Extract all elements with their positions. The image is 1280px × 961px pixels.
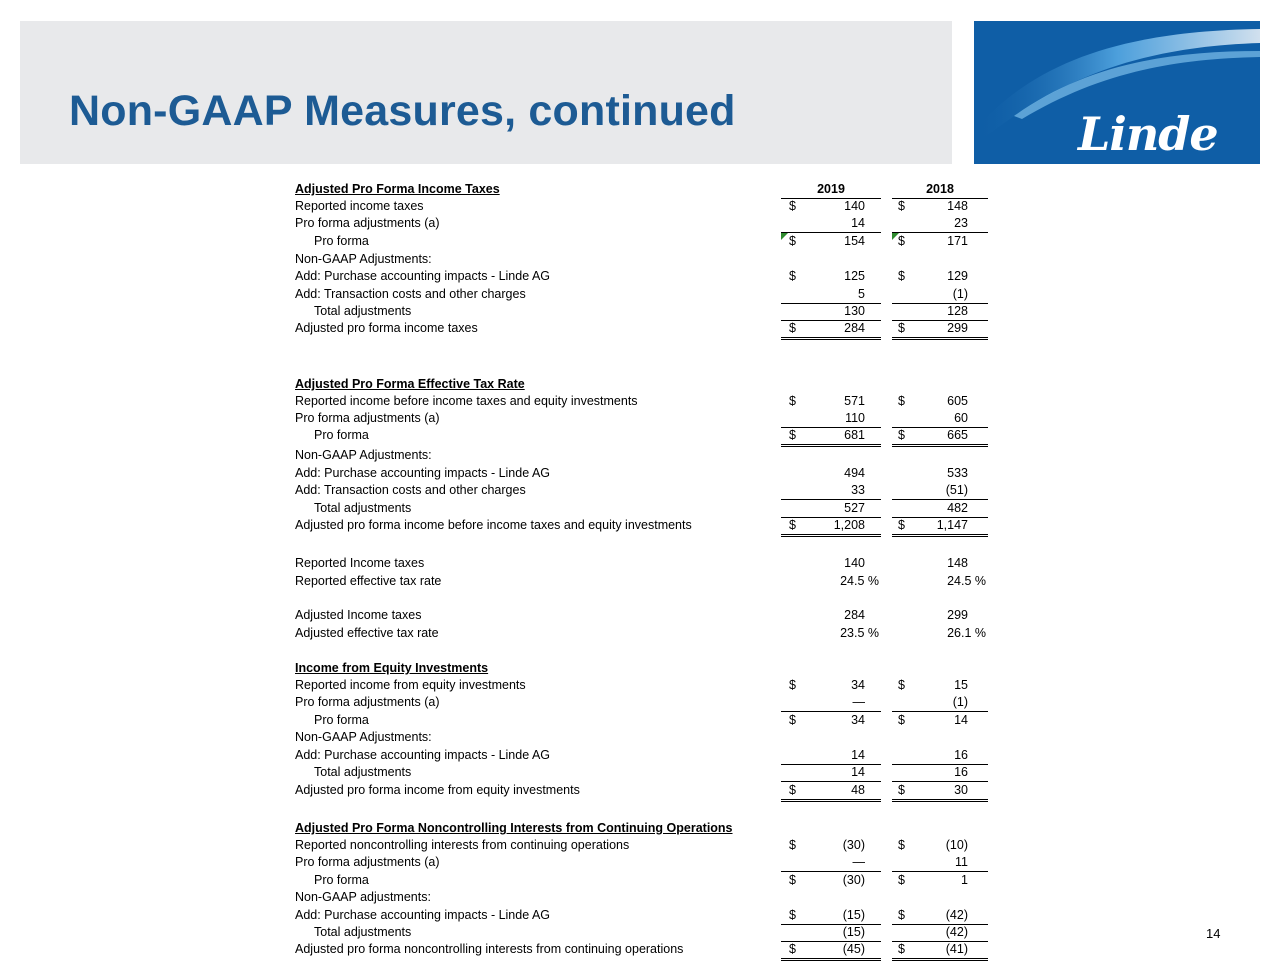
table-row (295, 747, 995, 764)
currency-symbol: $ (789, 713, 796, 727)
value-cell-2018 (892, 854, 988, 872)
currency-symbol: $ (789, 783, 796, 797)
row-label: Non-GAAP Adjustments: (295, 448, 432, 462)
table-row (295, 854, 995, 871)
table-row (295, 198, 995, 215)
value-cell-2018 (892, 607, 988, 624)
value-cell-2018 (892, 198, 988, 215)
value-cell-2019 (781, 889, 881, 906)
row-label: Reported income before income taxes and equity investments (295, 394, 638, 408)
row-label: Total adjustments (314, 925, 412, 939)
table-row (295, 393, 995, 410)
value-2019: 34 (851, 713, 865, 727)
value-2018: 16 (954, 748, 968, 762)
row-label: Pro forma adjustments (a) (295, 216, 440, 230)
currency-symbol: $ (789, 838, 796, 852)
value-cell-2018 (892, 573, 988, 590)
row-label: Pro forma adjustments (a) (295, 695, 440, 709)
cell-comment-marker (781, 233, 788, 240)
currency-symbol: $ (789, 518, 796, 532)
currency-symbol: $ (789, 269, 796, 283)
value-cell-2019 (781, 729, 881, 746)
value-cell-2018 (892, 215, 988, 233)
table-row (295, 303, 995, 320)
value-2018: 299 (947, 608, 968, 622)
value-cell-2019 (781, 573, 881, 590)
currency-symbol: $ (789, 678, 796, 692)
value-cell-2018 (892, 907, 988, 925)
row-label: Pro forma (314, 234, 369, 248)
row-label: Adjusted pro forma noncontrolling interests from continuing operations (295, 942, 684, 956)
row-label: Total adjustments (314, 501, 412, 515)
value-cell-2018 (892, 286, 988, 304)
value-cell-2018 (892, 924, 988, 942)
value-cell-2018 (892, 233, 988, 250)
table-row (295, 555, 995, 572)
row-label: Add: Transaction costs and other charges (295, 287, 526, 301)
value-2019: (15) (842, 925, 865, 939)
value-2018: 14 (954, 713, 968, 727)
value-2018: (41) (945, 942, 968, 956)
currency-symbol: $ (789, 199, 796, 213)
value-cell-2019 (781, 677, 881, 694)
value-2018: 129 (947, 269, 968, 283)
row-label: Add: Purchase accounting impacts - Linde AG (295, 466, 551, 480)
value-2018: (1) (952, 287, 968, 301)
value-2019: 48 (851, 783, 865, 797)
value-2018: 482 (947, 501, 968, 515)
currency-symbol: $ (898, 199, 905, 213)
value-cell-2019 (781, 782, 881, 802)
currency-symbol: $ (898, 783, 905, 797)
table-row (295, 677, 995, 694)
year-header-label: 2019 (817, 182, 845, 196)
value-cell-2018 (892, 782, 988, 802)
value-cell-2019 (781, 320, 881, 340)
value-cell-2018 (892, 500, 988, 518)
value-2019: (45) (842, 942, 865, 956)
table-row (295, 924, 995, 941)
value-2019: 14 (851, 216, 865, 230)
table-row (295, 872, 995, 889)
value-cell-2018 (892, 465, 988, 482)
value-2018: 665 (947, 428, 968, 442)
value-2019: 1,208 (833, 518, 865, 532)
value-cell-2018 (892, 837, 988, 854)
table-row (295, 286, 995, 303)
value-cell-2019 (781, 924, 881, 942)
row-label: Non-GAAP adjustments: (295, 890, 431, 904)
section-heading-row (295, 376, 995, 393)
value-cell-2018 (892, 410, 988, 428)
value-2019: 681 (844, 428, 865, 442)
currency-symbol: $ (898, 678, 905, 692)
row-label: Reported effective tax rate (295, 574, 442, 588)
currency-symbol: $ (789, 942, 796, 956)
value-2019: 110 (845, 411, 865, 425)
value-2019: — (852, 855, 865, 869)
table-row (295, 427, 995, 444)
page-title: Non-GAAP Measures, continued (69, 87, 736, 135)
value-cell-2018 (892, 303, 988, 321)
value-2019: 14 (851, 748, 865, 762)
value-2018: 30 (954, 783, 968, 797)
currency-symbol: $ (898, 838, 905, 852)
row-label: Reported income taxes (295, 199, 424, 213)
row-label: Total adjustments (314, 304, 412, 318)
row-label: Adjusted pro forma income taxes (295, 321, 478, 335)
page-number: 14 (1206, 926, 1221, 941)
row-label: Pro forma (314, 713, 369, 727)
value-2018: 15 (954, 678, 968, 692)
value-2019: 140 (844, 556, 865, 570)
value-2018: 148 (947, 556, 968, 570)
value-cell-2019 (781, 872, 881, 889)
value-2018: 26.1 % (947, 626, 986, 640)
currency-symbol: $ (898, 518, 905, 532)
value-cell-2018 (892, 320, 988, 340)
table-row (295, 941, 995, 958)
value-2018: (51) (945, 483, 968, 497)
row-label: Add: Purchase accounting impacts - Linde AG (295, 748, 551, 762)
value-2018: 24.5 % (947, 574, 986, 588)
value-cell-2019 (781, 854, 881, 872)
currency-symbol: $ (898, 908, 905, 922)
value-2019: 14 (851, 765, 865, 779)
value-cell-2019 (781, 555, 881, 572)
year-header-label: 2018 (926, 182, 954, 196)
value-2019: — (852, 695, 865, 709)
value-2019: 494 (844, 466, 865, 480)
value-cell-2018 (892, 555, 988, 572)
row-label: Total adjustments (314, 765, 412, 779)
value-2018: 16 (954, 765, 968, 779)
table-row (295, 729, 995, 746)
currency-symbol: $ (898, 713, 905, 727)
currency-symbol: $ (898, 394, 905, 408)
value-2018: 148 (947, 199, 968, 213)
value-cell-2019 (781, 607, 881, 624)
row-label: Adjusted effective tax rate (295, 626, 439, 640)
value-cell-2018 (892, 729, 988, 746)
table-row (295, 500, 995, 517)
value-cell-2019 (781, 694, 881, 712)
value-2018: 11 (955, 855, 968, 869)
currency-symbol: $ (789, 321, 796, 335)
section-heading: Adjusted Pro Forma Income Taxes (295, 182, 500, 196)
value-cell-2018 (892, 872, 988, 889)
value-2019: 284 (844, 608, 865, 622)
value-2019: (30) (842, 873, 865, 887)
row-label: Adjusted pro forma income from equity investments (295, 783, 580, 797)
value-2018: (42) (945, 908, 968, 922)
table-row (295, 320, 995, 337)
currency-symbol: $ (789, 908, 796, 922)
year-header (892, 181, 988, 199)
table-row (295, 694, 995, 711)
row-label: Reported noncontrolling interests from continuing operations (295, 838, 630, 852)
value-2018: 171 (947, 234, 968, 248)
row-label: Pro forma (314, 428, 369, 442)
table-row (295, 233, 995, 250)
value-cell-2019 (781, 303, 881, 321)
value-cell-2018 (892, 694, 988, 712)
table-row (295, 215, 995, 232)
row-label: Pro forma adjustments (a) (295, 855, 440, 869)
value-2018: (1) (952, 695, 968, 709)
table-row (295, 907, 995, 924)
table-row (295, 517, 995, 534)
value-2019: 130 (844, 304, 865, 318)
row-label: Add: Purchase accounting impacts - Linde AG (295, 269, 551, 283)
value-cell-2019 (781, 268, 881, 285)
value-cell-2019 (781, 447, 881, 464)
value-cell-2019 (781, 427, 881, 447)
table-row (295, 607, 995, 624)
row-label: Reported income from equity investments (295, 678, 526, 692)
value-cell-2018 (892, 427, 988, 447)
currency-symbol: $ (898, 873, 905, 887)
table-row (295, 889, 995, 906)
logo-wordmark: Linde (1078, 107, 1218, 161)
value-cell-2018 (892, 482, 988, 500)
value-cell-2018 (892, 625, 988, 642)
title-band (20, 21, 952, 164)
value-cell-2018 (892, 764, 988, 782)
value-cell-2019 (781, 837, 881, 854)
row-label: Reported Income taxes (295, 556, 425, 570)
table-row (295, 764, 995, 781)
value-cell-2018 (892, 517, 988, 537)
currency-symbol: $ (898, 269, 905, 283)
table-row (295, 712, 995, 729)
table-row (295, 837, 995, 854)
row-label: Adjusted pro forma income before income taxes and equity investments (295, 518, 692, 532)
value-cell-2019 (781, 286, 881, 304)
value-2018: 299 (947, 321, 968, 335)
table-row (295, 482, 995, 499)
value-2019: 140 (844, 199, 865, 213)
section-heading: Adjusted Pro Forma Noncontrolling Interests from Continuing Operations (295, 821, 733, 835)
linde-logo (974, 21, 1260, 164)
value-cell-2018 (892, 393, 988, 410)
value-cell-2019 (781, 251, 881, 268)
value-2018: (42) (945, 925, 968, 939)
value-2019: 125 (844, 269, 865, 283)
value-cell-2019 (781, 410, 881, 428)
value-cell-2018 (892, 889, 988, 906)
value-2018: 605 (947, 394, 968, 408)
value-2018: (10) (945, 838, 968, 852)
value-cell-2018 (892, 268, 988, 285)
value-2018: 60 (954, 411, 968, 425)
currency-symbol: $ (789, 234, 796, 248)
value-2019: 284 (844, 321, 865, 335)
currency-symbol: $ (789, 394, 796, 408)
table-row (295, 251, 995, 268)
value-cell-2019 (781, 233, 881, 250)
value-2019: 23.5 % (840, 626, 879, 640)
value-cell-2019 (781, 712, 881, 729)
currency-symbol: $ (898, 428, 905, 442)
value-cell-2018 (892, 677, 988, 694)
row-label: Adjusted Income taxes (295, 608, 422, 622)
value-cell-2019 (781, 747, 881, 765)
value-cell-2018 (892, 251, 988, 268)
value-cell-2019 (781, 941, 881, 961)
section-heading-row (295, 820, 995, 837)
currency-symbol: $ (789, 873, 796, 887)
value-cell-2019 (781, 517, 881, 537)
value-cell-2019 (781, 764, 881, 782)
table-row (295, 573, 995, 590)
table-row (295, 410, 995, 427)
table-row (295, 268, 995, 285)
value-2018: 1,147 (936, 518, 968, 532)
value-cell-2019 (781, 482, 881, 500)
currency-symbol: $ (789, 428, 796, 442)
value-2018: 23 (954, 216, 968, 230)
value-2019: 571 (844, 394, 865, 408)
section-heading: Adjusted Pro Forma Effective Tax Rate (295, 377, 525, 391)
value-cell-2018 (892, 447, 988, 464)
year-header (781, 181, 881, 199)
row-label: Non-GAAP Adjustments: (295, 252, 432, 266)
row-label: Non-GAAP Adjustments: (295, 730, 432, 744)
value-2019: 5 (858, 287, 865, 301)
table-row (295, 465, 995, 482)
currency-symbol: $ (898, 942, 905, 956)
value-2019: 527 (844, 501, 865, 515)
value-2019: 24.5 % (840, 574, 879, 588)
value-cell-2019 (781, 198, 881, 215)
value-cell-2019 (781, 625, 881, 642)
row-label: Add: Transaction costs and other charges (295, 483, 526, 497)
value-2018: 533 (947, 466, 968, 480)
section-heading: Income from Equity Investments (295, 661, 489, 675)
value-2018: 128 (947, 304, 968, 318)
currency-symbol: $ (898, 321, 905, 335)
section-heading-row (295, 181, 995, 198)
row-label: Pro forma (314, 873, 369, 887)
row-label: Pro forma adjustments (a) (295, 411, 440, 425)
value-2019: (30) (842, 838, 865, 852)
row-label: Add: Purchase accounting impacts - Linde AG (295, 908, 551, 922)
section-heading-row (295, 660, 995, 677)
value-cell-2019 (781, 215, 881, 233)
value-cell-2018 (892, 747, 988, 765)
table-row (295, 447, 995, 464)
value-2019: (15) (842, 908, 865, 922)
table-row (295, 782, 995, 799)
value-2019: 34 (851, 678, 865, 692)
value-cell-2018 (892, 712, 988, 729)
value-cell-2019 (781, 465, 881, 482)
value-cell-2019 (781, 393, 881, 410)
value-2019: 33 (851, 483, 865, 497)
value-2019: 154 (844, 234, 865, 248)
value-cell-2019 (781, 500, 881, 518)
value-2018: 1 (961, 873, 968, 887)
value-cell-2018 (892, 941, 988, 961)
value-cell-2019 (781, 907, 881, 925)
table-row (295, 625, 995, 642)
currency-symbol: $ (898, 234, 905, 248)
